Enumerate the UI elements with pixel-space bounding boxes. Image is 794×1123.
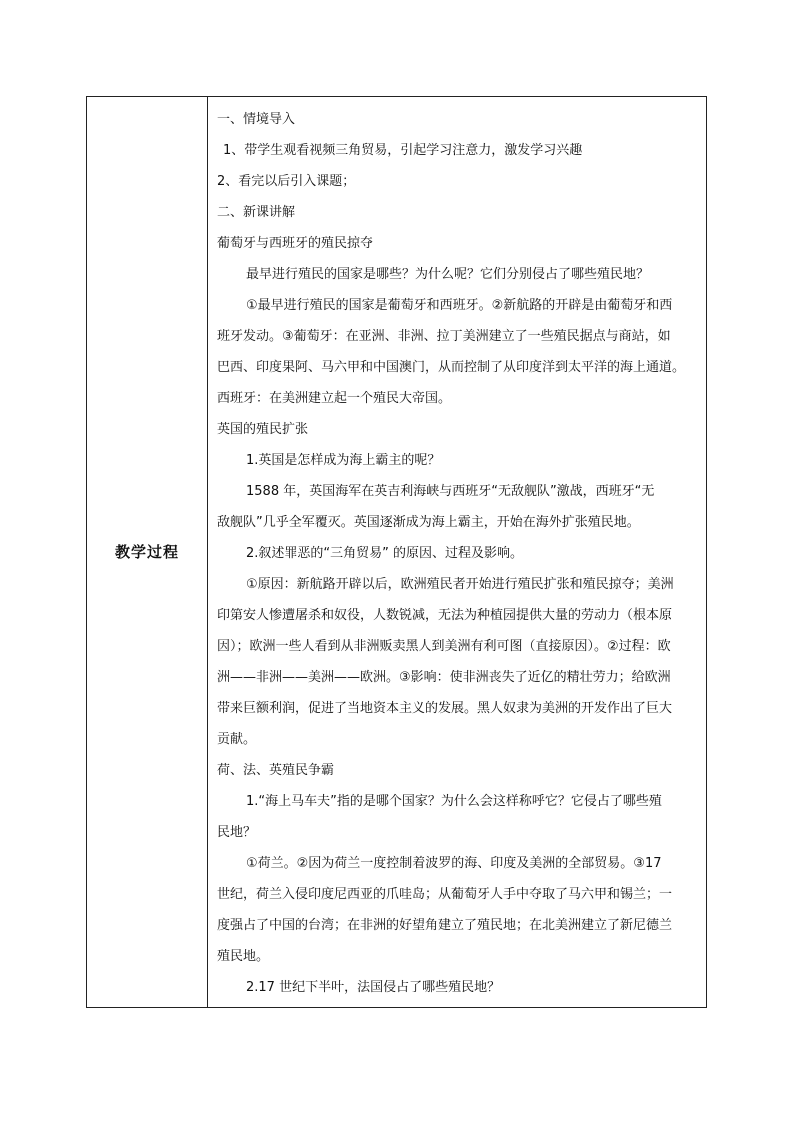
paragraph-line: 带来巨额利润，促进了当地资本主义的发展。黑人奴隶为美洲的开发作出了巨大 [217,701,673,716]
paragraph-line: 印第安人惨遭屠杀和奴役，人数锐减，无法为种植园提供大量的劳动力（根本原 [217,608,673,623]
section-label-cell [87,97,208,1007]
paragraph-line: 度强占了中国的台湾；在非洲的好望角建立了殖民地；在北美洲建立了新尼德兰 [217,918,673,933]
paragraph-line: 贡献。 [217,732,257,747]
subheading-portugal-spain: 葡萄牙与西班牙的殖民掠夺 [217,236,374,251]
subheading-britain: 英国的殖民扩张 [217,422,309,437]
paragraph-line: 殖民地。 [217,949,270,964]
question-line: 2.叙述罪恶的“三角贸易” 的原因、过程及影响。 [246,546,524,561]
lesson-table [86,96,707,1008]
paragraph-line: ①原因：新航路开辟以后，欧洲殖民者开始进行殖民扩张和殖民掠夺；美洲 [246,577,674,592]
heading-intro: 一、情境导入 [217,112,296,127]
question-line: 2.17 世纪下半叶，法国侵占了哪些殖民地？ [246,980,501,995]
section-label: 教学过程 [114,543,179,561]
paragraph-line: 班牙发动。③葡萄牙：在亚洲、非洲、拉丁美洲建立了一些殖民据点与商站，如 [217,329,671,344]
paragraph-line: ①荷兰。②因为荷兰一度控制着波罗的海、印度及美洲的全部贸易。③17 [246,856,662,871]
paragraph-line: 敌舰队”几乎全军覆灭。英国逐渐成为海上霸主，开始在海外扩张殖民地。 [217,515,640,530]
paragraph-line: 因）；欧洲一些人看到从非洲贩卖黑人到美洲有利可图（直接原因）。②过程：欧 [217,639,671,654]
question-line: 最早进行殖民的国家是哪些？为什么呢？它们分别侵占了哪些殖民地？ [246,267,650,282]
paragraph-line: 洲——非洲——美洲——欧洲。③影响：使非洲丧失了近亿的精壮劳力；给欧洲 [217,670,671,685]
paragraph-line: 巴西、印度果阿、马六甲和中国澳门，从而控制了从印度洋到太平洋的海上通道。 [217,360,686,375]
paragraph-line: 世纪，荷兰入侵印度尼西亚的爪哇岛；从葡萄牙人手中夺取了马六甲和锡兰；一 [217,887,673,902]
question-line: 1.“海上马车夫”指的是哪个国家？为什么会这样称呼它？它侵占了哪些殖 [246,794,662,809]
question-line: 1.英国是怎样成为海上霸主的呢？ [246,453,441,468]
subheading-rivalry: 荷、法、英殖民争霸 [217,763,335,778]
paragraph-line: 2、看完以后引入课题； [217,174,356,189]
content-cell [208,97,706,1007]
paragraph-line: 1、带学生观看视频三角贸易，引起学习注意力，激发学习兴趣 [223,143,583,158]
paragraph-line: 西班牙：在美洲建立起一个殖民大帝国。 [217,391,452,406]
paragraph-line: ①最早进行殖民的国家是葡萄牙和西班牙。②新航路的开辟是由葡萄牙和西 [246,298,673,313]
paragraph-line: 民地？ [217,825,257,840]
paragraph-line: 1588 年，英国海军在英吉利海峡与西班牙“无敌舰队”激战，西班牙“无 [246,484,655,499]
heading-new-lesson: 二、新课讲解 [217,205,296,220]
